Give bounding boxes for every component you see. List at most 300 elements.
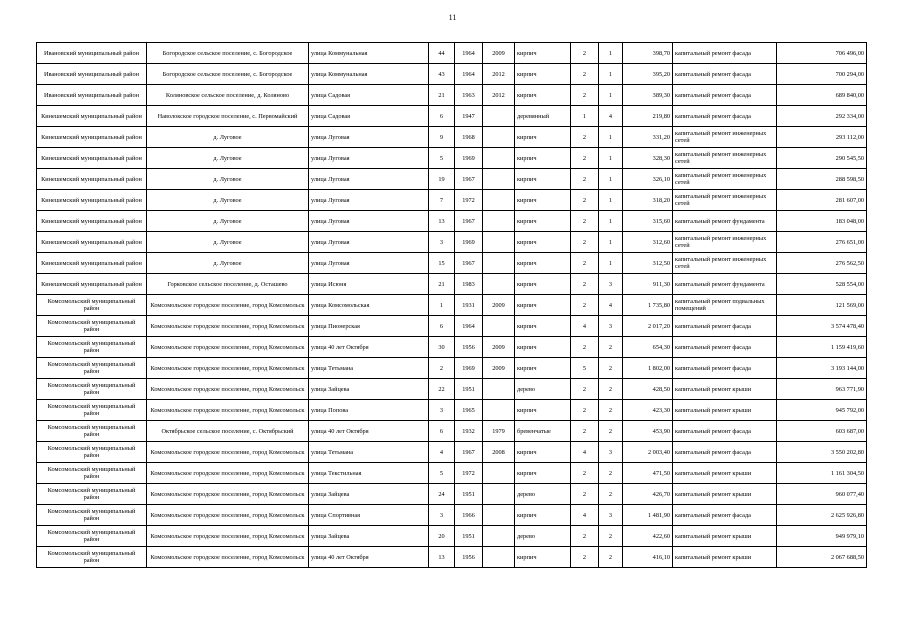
construction-year-cell: 1932 bbox=[455, 421, 483, 442]
table-row bbox=[37, 274, 867, 295]
floors-cell: 2 bbox=[571, 232, 599, 253]
construction-year-cell: 1969 bbox=[455, 358, 483, 379]
district-cell: Кинешемский муниципальный район bbox=[37, 169, 147, 190]
wall-material-cell: кирпич bbox=[515, 85, 571, 106]
work-type-cell: капитальный ремонт инженерных сетей bbox=[673, 232, 777, 253]
work-type-cell: капитальный ремонт фасада bbox=[673, 421, 777, 442]
table-body bbox=[37, 43, 867, 568]
settlement-cell: Комсомольское городское поселение, город Комсомольск bbox=[147, 358, 309, 379]
house-number-cell: 43 bbox=[429, 64, 455, 85]
entrances-cell: 3 bbox=[599, 316, 623, 337]
table-row bbox=[37, 547, 867, 568]
house-number-cell: 21 bbox=[429, 274, 455, 295]
work-type-cell: капитальный ремонт инженерных сетей bbox=[673, 148, 777, 169]
floors-cell: 2 bbox=[571, 526, 599, 547]
work-type-cell: капитальный ремонт инженерных сетей bbox=[673, 169, 777, 190]
floors-cell: 2 bbox=[571, 148, 599, 169]
floors-cell: 2 bbox=[571, 463, 599, 484]
house-number-cell: 20 bbox=[429, 526, 455, 547]
wall-material-cell: деревянный bbox=[515, 106, 571, 127]
settlement-cell: Богородское сельское поселение, с. Богородское bbox=[147, 43, 309, 64]
entrances-cell: 2 bbox=[599, 379, 623, 400]
area-cell: 312,50 bbox=[623, 253, 673, 274]
district-cell: Кинешемский муниципальный район bbox=[37, 211, 147, 232]
entrances-cell: 4 bbox=[599, 295, 623, 316]
work-type-cell: капитальный ремонт фасада bbox=[673, 64, 777, 85]
street-cell: улица Текстильная bbox=[309, 463, 429, 484]
table-row bbox=[37, 169, 867, 190]
table-row bbox=[37, 295, 867, 316]
settlement-cell: д. Луговое bbox=[147, 253, 309, 274]
street-cell: улица Исюня bbox=[309, 274, 429, 295]
work-type-cell: капитальный ремонт крыши bbox=[673, 547, 777, 568]
entrances-cell: 1 bbox=[599, 211, 623, 232]
settlement-cell: д. Луговое bbox=[147, 232, 309, 253]
floors-cell: 2 bbox=[571, 85, 599, 106]
cost-cell: 960 077,40 bbox=[777, 484, 867, 505]
entrances-cell: 2 bbox=[599, 337, 623, 358]
cost-cell: 276 651,00 bbox=[777, 232, 867, 253]
cost-cell: 3 550 202,80 bbox=[777, 442, 867, 463]
street-cell: улица 40 лет Октября bbox=[309, 337, 429, 358]
wall-material-cell: дерево bbox=[515, 526, 571, 547]
entrances-cell: 2 bbox=[599, 358, 623, 379]
settlement-cell: Октябрьское сельское поселение, с. Октябрьский bbox=[147, 421, 309, 442]
cost-cell: 706 496,00 bbox=[777, 43, 867, 64]
street-cell: улица Луговая bbox=[309, 127, 429, 148]
entrances-cell: 1 bbox=[599, 127, 623, 148]
street-cell: улица Луговая bbox=[309, 211, 429, 232]
table-row bbox=[37, 43, 867, 64]
work-type-cell: капитальный ремонт фундамента bbox=[673, 274, 777, 295]
wall-material-cell: кирпич bbox=[515, 64, 571, 85]
wall-material-cell: кирпич bbox=[515, 169, 571, 190]
construction-year-cell: 1983 bbox=[455, 274, 483, 295]
street-cell: улица 40 лет Октября bbox=[309, 421, 429, 442]
floors-cell: 2 bbox=[571, 547, 599, 568]
table-row bbox=[37, 400, 867, 421]
house-number-cell: 15 bbox=[429, 253, 455, 274]
cost-cell: 700 294,00 bbox=[777, 64, 867, 85]
work-type-cell: капитальный ремонт крыши bbox=[673, 463, 777, 484]
cost-cell: 3 574 478,40 bbox=[777, 316, 867, 337]
table-row bbox=[37, 484, 867, 505]
cost-cell: 945 792,00 bbox=[777, 400, 867, 421]
area-cell: 326,10 bbox=[623, 169, 673, 190]
last-repair-year-cell bbox=[483, 484, 515, 505]
house-number-cell: 30 bbox=[429, 337, 455, 358]
street-cell: улица Коммунальная bbox=[309, 64, 429, 85]
area-cell: 426,70 bbox=[623, 484, 673, 505]
last-repair-year-cell: 2009 bbox=[483, 358, 515, 379]
work-type-cell: капитальный ремонт крыши bbox=[673, 526, 777, 547]
street-cell: улица Луговая bbox=[309, 232, 429, 253]
floors-cell: 4 bbox=[571, 316, 599, 337]
table-row bbox=[37, 127, 867, 148]
district-cell: Кинешемский муниципальный район bbox=[37, 106, 147, 127]
house-number-cell: 2 bbox=[429, 358, 455, 379]
area-cell: 318,20 bbox=[623, 190, 673, 211]
table-row bbox=[37, 505, 867, 526]
work-type-cell: капитальный ремонт инженерных сетей bbox=[673, 253, 777, 274]
area-cell: 312,60 bbox=[623, 232, 673, 253]
area-cell: 453,90 bbox=[623, 421, 673, 442]
house-number-cell: 13 bbox=[429, 547, 455, 568]
wall-material-cell: кирпич bbox=[515, 400, 571, 421]
street-cell: улица Луговая bbox=[309, 169, 429, 190]
table-row bbox=[37, 106, 867, 127]
cost-cell: 1 161 304,50 bbox=[777, 463, 867, 484]
entrances-cell: 1 bbox=[599, 148, 623, 169]
construction-year-cell: 1951 bbox=[455, 526, 483, 547]
area-cell: 328,30 bbox=[623, 148, 673, 169]
house-number-cell: 5 bbox=[429, 463, 455, 484]
table-row bbox=[37, 85, 867, 106]
street-cell: улица Тетьмана bbox=[309, 358, 429, 379]
last-repair-year-cell bbox=[483, 190, 515, 211]
settlement-cell: Комсомольское городское поселение, город Комсомольск bbox=[147, 337, 309, 358]
wall-material-cell: кирпич bbox=[515, 148, 571, 169]
house-number-cell: 7 bbox=[429, 190, 455, 211]
construction-year-cell: 1931 bbox=[455, 295, 483, 316]
floors-cell: 2 bbox=[571, 43, 599, 64]
table-row bbox=[37, 190, 867, 211]
entrances-cell: 1 bbox=[599, 232, 623, 253]
table-row bbox=[37, 442, 867, 463]
table-row bbox=[37, 526, 867, 547]
cost-cell: 121 569,00 bbox=[777, 295, 867, 316]
entrances-cell: 3 bbox=[599, 505, 623, 526]
house-number-cell: 22 bbox=[429, 379, 455, 400]
wall-material-cell: кирпич bbox=[515, 316, 571, 337]
entrances-cell: 2 bbox=[599, 484, 623, 505]
floors-cell: 2 bbox=[571, 274, 599, 295]
wall-material-cell: кирпич bbox=[515, 253, 571, 274]
last-repair-year-cell bbox=[483, 148, 515, 169]
work-type-cell: капитальный ремонт фасада bbox=[673, 337, 777, 358]
street-cell: улица Садовая bbox=[309, 85, 429, 106]
work-type-cell: капитальный ремонт инженерных сетей bbox=[673, 127, 777, 148]
construction-year-cell: 1967 bbox=[455, 211, 483, 232]
house-number-cell: 1 bbox=[429, 295, 455, 316]
house-number-cell: 6 bbox=[429, 106, 455, 127]
cost-cell: 293 112,00 bbox=[777, 127, 867, 148]
last-repair-year-cell: 2008 bbox=[483, 442, 515, 463]
street-cell: улица Комсомольская bbox=[309, 295, 429, 316]
entrances-cell: 2 bbox=[599, 547, 623, 568]
cost-cell: 528 554,00 bbox=[777, 274, 867, 295]
wall-material-cell: кирпич bbox=[515, 442, 571, 463]
construction-year-cell: 1972 bbox=[455, 190, 483, 211]
wall-material-cell: дерево bbox=[515, 379, 571, 400]
cost-cell: 288 598,50 bbox=[777, 169, 867, 190]
entrances-cell: 3 bbox=[599, 274, 623, 295]
area-cell: 471,50 bbox=[623, 463, 673, 484]
last-repair-year-cell bbox=[483, 379, 515, 400]
floors-cell: 5 bbox=[571, 358, 599, 379]
table-row bbox=[37, 358, 867, 379]
cost-cell: 276 562,50 bbox=[777, 253, 867, 274]
cost-cell: 689 840,00 bbox=[777, 85, 867, 106]
house-number-cell: 24 bbox=[429, 484, 455, 505]
floors-cell: 2 bbox=[571, 211, 599, 232]
area-cell: 2 017,20 bbox=[623, 316, 673, 337]
house-number-cell: 6 bbox=[429, 421, 455, 442]
entrances-cell: 4 bbox=[599, 106, 623, 127]
construction-year-cell: 1956 bbox=[455, 337, 483, 358]
floors-cell: 2 bbox=[571, 190, 599, 211]
work-type-cell: капитальный ремонт фасада bbox=[673, 43, 777, 64]
wall-material-cell: кирпич bbox=[515, 463, 571, 484]
district-cell: Комсомольский муниципальный район bbox=[37, 421, 147, 442]
street-cell: улица Тетьмана bbox=[309, 442, 429, 463]
area-cell: 1 481,90 bbox=[623, 505, 673, 526]
district-cell: Комсомольский муниципальный район bbox=[37, 505, 147, 526]
construction-year-cell: 1972 bbox=[455, 463, 483, 484]
cost-cell: 292 334,00 bbox=[777, 106, 867, 127]
work-type-cell: капитальный ремонт фасада bbox=[673, 505, 777, 526]
last-repair-year-cell: 1979 bbox=[483, 421, 515, 442]
cost-cell: 1 159 419,60 bbox=[777, 337, 867, 358]
last-repair-year-cell bbox=[483, 463, 515, 484]
house-number-cell: 9 bbox=[429, 127, 455, 148]
construction-year-cell: 1963 bbox=[455, 85, 483, 106]
entrances-cell: 2 bbox=[599, 463, 623, 484]
last-repair-year-cell: 2009 bbox=[483, 295, 515, 316]
settlement-cell: Комсомольское городское поселение, город Комсомольск bbox=[147, 463, 309, 484]
entrances-cell: 1 bbox=[599, 43, 623, 64]
district-cell: Кинешемский муниципальный район bbox=[37, 148, 147, 169]
last-repair-year-cell bbox=[483, 106, 515, 127]
house-number-cell: 3 bbox=[429, 505, 455, 526]
district-cell: Кинешемский муниципальный район bbox=[37, 274, 147, 295]
work-type-cell: капитальный ремонт фасада bbox=[673, 316, 777, 337]
wall-material-cell: кирпич bbox=[515, 211, 571, 232]
district-cell: Комсомольский муниципальный район bbox=[37, 400, 147, 421]
entrances-cell: 1 bbox=[599, 253, 623, 274]
house-number-cell: 5 bbox=[429, 148, 455, 169]
construction-year-cell: 1965 bbox=[455, 400, 483, 421]
area-cell: 428,50 bbox=[623, 379, 673, 400]
area-cell: 315,60 bbox=[623, 211, 673, 232]
entrances-cell: 2 bbox=[599, 421, 623, 442]
district-cell: Комсомольский муниципальный район bbox=[37, 484, 147, 505]
cost-cell: 3 193 144,00 bbox=[777, 358, 867, 379]
last-repair-year-cell: 2009 bbox=[483, 337, 515, 358]
area-cell: 654,30 bbox=[623, 337, 673, 358]
street-cell: улица Коммунальная bbox=[309, 43, 429, 64]
area-cell: 911,30 bbox=[623, 274, 673, 295]
settlement-cell: Коляновское сельское поселение, д. Коляново bbox=[147, 85, 309, 106]
wall-material-cell: кирпич bbox=[515, 43, 571, 64]
area-cell: 389,30 bbox=[623, 85, 673, 106]
construction-year-cell: 1964 bbox=[455, 316, 483, 337]
entrances-cell: 1 bbox=[599, 64, 623, 85]
last-repair-year-cell bbox=[483, 253, 515, 274]
street-cell: улица Зайцева bbox=[309, 484, 429, 505]
settlement-cell: Комсомольское городское поселение, город Комсомольск bbox=[147, 442, 309, 463]
district-cell: Комсомольский муниципальный район bbox=[37, 358, 147, 379]
settlement-cell: Комсомольское городское поселение, город Комсомольск bbox=[147, 505, 309, 526]
entrances-cell: 1 bbox=[599, 85, 623, 106]
last-repair-year-cell: 2012 bbox=[483, 85, 515, 106]
settlement-cell: д. Луговое bbox=[147, 211, 309, 232]
cost-cell: 290 545,50 bbox=[777, 148, 867, 169]
wall-material-cell: кирпич bbox=[515, 547, 571, 568]
settlement-cell: Комсомольское городское поселение, город Комсомольск bbox=[147, 484, 309, 505]
street-cell: улица Луговая bbox=[309, 253, 429, 274]
floors-cell: 2 bbox=[571, 421, 599, 442]
settlement-cell: Горковское сельское поселение, д. Осташево bbox=[147, 274, 309, 295]
wall-material-cell: кирпич bbox=[515, 274, 571, 295]
table-row bbox=[37, 211, 867, 232]
street-cell: улица Зайцева bbox=[309, 526, 429, 547]
last-repair-year-cell bbox=[483, 547, 515, 568]
street-cell: улица Луговая bbox=[309, 148, 429, 169]
district-cell: Кинешемский муниципальный район bbox=[37, 253, 147, 274]
floors-cell: 2 bbox=[571, 295, 599, 316]
district-cell: Комсомольский муниципальный район bbox=[37, 526, 147, 547]
house-number-cell: 13 bbox=[429, 211, 455, 232]
page-number: 11 bbox=[448, 13, 457, 22]
table-row bbox=[37, 316, 867, 337]
house-number-cell: 21 bbox=[429, 85, 455, 106]
work-type-cell: капитальный ремонт инженерных сетей bbox=[673, 190, 777, 211]
wall-material-cell: кирпич bbox=[515, 505, 571, 526]
area-cell: 1 802,00 bbox=[623, 358, 673, 379]
table-row bbox=[37, 463, 867, 484]
house-number-cell: 4 bbox=[429, 442, 455, 463]
last-repair-year-cell: 2012 bbox=[483, 64, 515, 85]
district-cell: Комсомольский муниципальный район bbox=[37, 442, 147, 463]
work-type-cell: капитальный ремонт крыши bbox=[673, 400, 777, 421]
cost-cell: 183 048,00 bbox=[777, 211, 867, 232]
last-repair-year-cell bbox=[483, 316, 515, 337]
settlement-cell: Комсомольское городское поселение, город Комсомольск bbox=[147, 526, 309, 547]
area-cell: 422,60 bbox=[623, 526, 673, 547]
construction-year-cell: 1969 bbox=[455, 148, 483, 169]
table-row bbox=[37, 337, 867, 358]
house-number-cell: 44 bbox=[429, 43, 455, 64]
area-cell: 331,20 bbox=[623, 127, 673, 148]
last-repair-year-cell bbox=[483, 232, 515, 253]
street-cell: улица Садовая bbox=[309, 106, 429, 127]
street-cell: улица Попова bbox=[309, 400, 429, 421]
district-cell: Комсомольский муниципальный район bbox=[37, 316, 147, 337]
work-type-cell: капитальный ремонт крыши bbox=[673, 379, 777, 400]
cost-cell: 2 067 688,50 bbox=[777, 547, 867, 568]
district-cell: Кинешемский муниципальный район bbox=[37, 232, 147, 253]
construction-year-cell: 1951 bbox=[455, 484, 483, 505]
construction-year-cell: 1964 bbox=[455, 64, 483, 85]
house-number-cell: 19 bbox=[429, 169, 455, 190]
street-cell: улица 40 лет Октября bbox=[309, 547, 429, 568]
construction-year-cell: 1964 bbox=[455, 43, 483, 64]
floors-cell: 2 bbox=[571, 127, 599, 148]
floors-cell: 2 bbox=[571, 64, 599, 85]
housing-repair-table bbox=[36, 42, 867, 568]
house-number-cell: 3 bbox=[429, 232, 455, 253]
floors-cell: 4 bbox=[571, 442, 599, 463]
last-repair-year-cell bbox=[483, 505, 515, 526]
cost-cell: 949 979,10 bbox=[777, 526, 867, 547]
table-row bbox=[37, 253, 867, 274]
floors-cell: 2 bbox=[571, 400, 599, 421]
settlement-cell: Комсомольское городское поселение, город Комсомольск bbox=[147, 400, 309, 421]
area-cell: 2 003,40 bbox=[623, 442, 673, 463]
district-cell: Ивановский муниципальный район bbox=[37, 85, 147, 106]
entrances-cell: 1 bbox=[599, 190, 623, 211]
floors-cell: 2 bbox=[571, 169, 599, 190]
work-type-cell: капитальный ремонт фундамента bbox=[673, 211, 777, 232]
cost-cell: 2 625 926,80 bbox=[777, 505, 867, 526]
construction-year-cell: 1967 bbox=[455, 253, 483, 274]
house-number-cell: 6 bbox=[429, 316, 455, 337]
wall-material-cell: кирпич bbox=[515, 127, 571, 148]
work-type-cell: капитальный ремонт фасада bbox=[673, 442, 777, 463]
settlement-cell: д. Луговое bbox=[147, 148, 309, 169]
last-repair-year-cell bbox=[483, 211, 515, 232]
table-row bbox=[37, 379, 867, 400]
district-cell: Комсомольский муниципальный район bbox=[37, 547, 147, 568]
district-cell: Ивановский муниципальный район bbox=[37, 64, 147, 85]
district-cell: Ивановский муниципальный район bbox=[37, 43, 147, 64]
table-row bbox=[37, 421, 867, 442]
house-number-cell: 3 bbox=[429, 400, 455, 421]
district-cell: Кинешемский муниципальный район bbox=[37, 190, 147, 211]
street-cell: улица Пионерская bbox=[309, 316, 429, 337]
entrances-cell: 2 bbox=[599, 526, 623, 547]
settlement-cell: Комсомольское городское поселение, город Комсомольск bbox=[147, 316, 309, 337]
settlement-cell: д. Луговое bbox=[147, 190, 309, 211]
floors-cell: 1 bbox=[571, 106, 599, 127]
district-cell: Комсомольский муниципальный район bbox=[37, 337, 147, 358]
area-cell: 395,20 bbox=[623, 64, 673, 85]
work-type-cell: капитальный ремонт фасада bbox=[673, 358, 777, 379]
settlement-cell: Комсомольское городское поселение, город Комсомольск bbox=[147, 547, 309, 568]
floors-cell: 2 bbox=[571, 337, 599, 358]
wall-material-cell: кирпич bbox=[515, 295, 571, 316]
district-cell: Кинешемский муниципальный район bbox=[37, 127, 147, 148]
table-row bbox=[37, 64, 867, 85]
settlement-cell: Богородское сельское поселение, с. Богородское bbox=[147, 64, 309, 85]
district-cell: Комсомольский муниципальный район bbox=[37, 379, 147, 400]
area-cell: 398,70 bbox=[623, 43, 673, 64]
entrances-cell: 1 bbox=[599, 169, 623, 190]
street-cell: улица Спортивная bbox=[309, 505, 429, 526]
floors-cell: 2 bbox=[571, 484, 599, 505]
last-repair-year-cell bbox=[483, 400, 515, 421]
work-type-cell: капитальный ремонт крыши bbox=[673, 484, 777, 505]
settlement-cell: Комсомольское городское поселение, город Комсомольск bbox=[147, 295, 309, 316]
construction-year-cell: 1956 bbox=[455, 547, 483, 568]
table-row bbox=[37, 232, 867, 253]
wall-material-cell: кирпич bbox=[515, 232, 571, 253]
construction-year-cell: 1951 bbox=[455, 379, 483, 400]
wall-material-cell: кирпич bbox=[515, 190, 571, 211]
entrances-cell: 3 bbox=[599, 442, 623, 463]
wall-material-cell: кирпич bbox=[515, 337, 571, 358]
district-cell: Комсомольский муниципальный район bbox=[37, 295, 147, 316]
wall-material-cell: дерево bbox=[515, 484, 571, 505]
last-repair-year-cell: 2009 bbox=[483, 43, 515, 64]
area-cell: 1 735,80 bbox=[623, 295, 673, 316]
table-row bbox=[37, 148, 867, 169]
floors-cell: 2 bbox=[571, 379, 599, 400]
construction-year-cell: 1966 bbox=[455, 505, 483, 526]
district-cell: Комсомольский муниципальный район bbox=[37, 463, 147, 484]
area-cell: 219,80 bbox=[623, 106, 673, 127]
